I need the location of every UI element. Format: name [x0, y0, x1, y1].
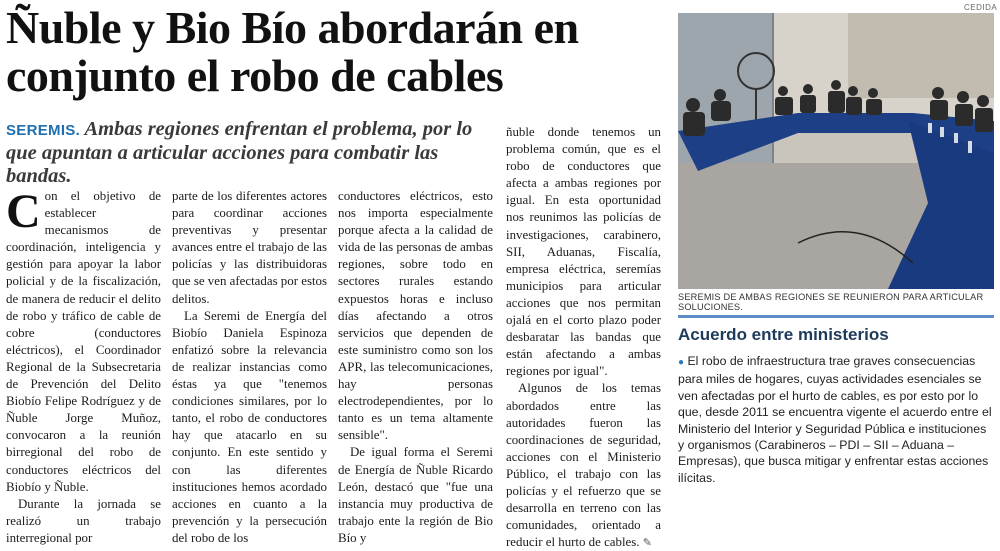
photo-credit: CEDIDA: [964, 3, 998, 12]
paragraph: Algunos de los temas abordados entre las autoridades fueron las coordinaciones de seguridad, acciones con el Ministerio Público, el trabajo con las policías y el refuerzo que se desarrolla en terreno con las comunidades, orientado a reducir el hurto de cables.: [506, 381, 661, 550]
article-column-3: [338, 188, 493, 547]
headline: Ñuble y Bio Bío abordarán en conjunto el robo de cables: [6, 2, 579, 101]
sidebar-rule: [678, 315, 994, 318]
article-column-2: [172, 188, 327, 547]
paragraph: on el objetivo de establecer mecanismos de coordinación, inteligencia y gestión para apoyar la labor policial y de la fiscalización, de manera de reducir el delito de robo y tráfico de cable de cobre (conductores eléctricos), el Coordinador Regional de la Subsecretaria de Prevención del Delito Biobío Felipe Rodríguez y de Ñuble Jorge Muñoz, convocaron a la reunión birregional del robo de conductores eléctricos del Biobío y Ñuble.: [6, 189, 161, 494]
paragraph: De igual forma el Seremi de Energía de Ñuble Ricardo León, destacó que "fue una instancia muy productiva de trabajo ente la región de Bio Bío y: [338, 445, 493, 545]
subheadline: [6, 118, 498, 188]
meeting-photo: [678, 13, 994, 289]
photo-caption: SEREMIS DE AMBAS REGIONES SE REUNIERON PARA ARTICULAR SOLUCIONES.: [678, 292, 984, 312]
article-column-1: [6, 185, 161, 547]
sidebar-text: [678, 353, 994, 486]
drop-cap: C: [6, 185, 41, 238]
bullet-icon: ●: [678, 357, 685, 368]
article-column-4: [506, 124, 661, 551]
end-mark-icon: ✎: [642, 536, 652, 550]
paragraph: Durante la jornada se realizó un trabajo interregional por: [6, 496, 161, 545]
kicker: SEREMIS.: [6, 122, 81, 139]
paragraph: conductores eléctricos, esto nos importa especialmente porque afecta a la calidad de vida de las personas de ambas regiones, sobre todo en sectores rurales estando expuestos horas e incluso días afectando a otros servicios que dependen de este suministro como son los APR, las telecomunicaciones, hay personas electrodependientes, por lo tanto es un tema altamente sensible".: [338, 189, 493, 443]
meeting-room-illustration: [678, 13, 994, 289]
paragraph: La Seremi de Energía del Biobío Daniela Espinoza enfatizó sobre la relevancia de realizar instancias como éstas ya que "tenemos condiciones similares, por lo tanto, el robo de conductores hay que atacarlo en su conjunto. En este sentido y con las diferentes instituciones hemos acordado acciones en cuanto a la prevención y la persecución del robo de los: [172, 308, 327, 545]
paragraph: ñuble donde tenemos un problema común, que es el robo de conductores que afecta a ambas regiones por igual. En esta oportunidad nos reunimos las policías de investigaciones, carabinero, SII, Aduanas, Fiscalía, empresa eléctrica, seremías municipios para articular acciones que nos permitan ojalá en el corto plazo poder desbaratar las bandas que están afectando a ambas regiones por igual".: [506, 125, 661, 379]
subheadline-text: Ambas regiones enfrentan el problema, por lo que apuntan a articular acciones para combatir las bandas.: [6, 118, 473, 187]
paragraph: parte de los diferentes actores para coordinar acciones preventivas y presentar avances entre el trabajo de las policías y las distribuidoras que se ven afectadas por estos delitos.: [172, 189, 327, 306]
sidebar-body: El robo de infraestructura trae graves consecuencias para miles de hogares, cuyas actividades esenciales se ven afectadas por el hurto de cables, es por esto por lo que, desde 2011 se encuentra vigente el acuerdo entre el Ministerio del Interior y Seguridad Pública e instituciones y organismos (Carabineros – PDI – SII – Aduana – Empresas), que busca mitigar y enfrentar estas acciones ilícitas.: [678, 354, 992, 485]
sidebar-title: Acuerdo entre ministerios: [678, 325, 889, 344]
